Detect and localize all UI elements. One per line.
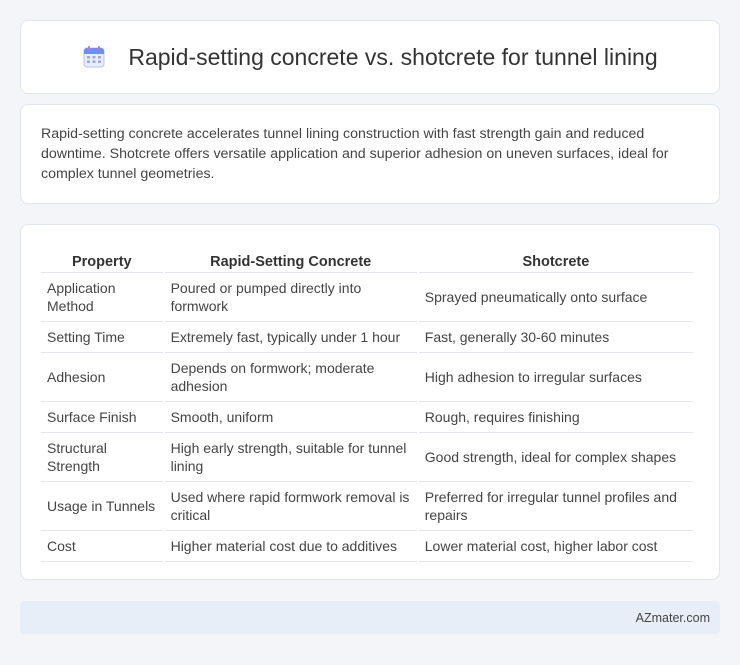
table-row xyxy=(41,402,693,433)
header-shotcrete: Shotcrete xyxy=(419,245,693,273)
comparison-table xyxy=(39,245,695,562)
footer-source: AZmater.com xyxy=(635,610,710,625)
table-header-row xyxy=(41,245,693,273)
page-title: Rapid-setting concrete vs. shotcrete for tunnel lining xyxy=(128,43,658,70)
cell-rapid: Depends on formwork; moderate adhesion xyxy=(165,353,417,402)
footer xyxy=(20,601,720,634)
calendar-icon xyxy=(82,45,106,69)
cell-property: Setting Time xyxy=(41,322,163,353)
header-property: Property xyxy=(41,245,163,273)
cell-property: Surface Finish xyxy=(41,402,163,433)
cell-shotcrete: Preferred for irregular tunnel profiles and repairs xyxy=(419,482,693,531)
table-row xyxy=(41,433,693,482)
cell-rapid: Higher material cost due to additives xyxy=(165,531,417,562)
cell-shotcrete: Sprayed pneumatically onto surface xyxy=(419,273,693,322)
cell-rapid: Smooth, uniform xyxy=(165,402,417,433)
cell-shotcrete: High adhesion to irregular surfaces xyxy=(419,353,693,402)
cell-property: Application Method xyxy=(41,273,163,322)
table-row xyxy=(41,353,693,402)
cell-property: Usage in Tunnels xyxy=(41,482,163,531)
table-row xyxy=(41,482,693,531)
intro-text: Rapid-setting concrete accelerates tunnel lining construction with fast strength gain and reduced downtime. Shotcrete offers versatile application and superior adhesion on uneven surfaces, ideal for complex tunnel geometries. xyxy=(41,126,669,182)
cell-rapid: Poured or pumped directly into formwork xyxy=(165,273,417,322)
table-row xyxy=(41,531,693,562)
table-row xyxy=(41,273,693,322)
cell-shotcrete: Lower material cost, higher labor cost xyxy=(419,531,693,562)
comparison-card xyxy=(20,224,720,580)
cell-rapid: Extremely fast, typically under 1 hour xyxy=(165,322,417,353)
cell-shotcrete: Fast, generally 30-60 minutes xyxy=(419,322,693,353)
header-rapid-setting-concrete: Rapid-Setting Concrete xyxy=(165,245,417,273)
cell-property: Adhesion xyxy=(41,353,163,402)
cell-rapid: Used where rapid formwork removal is critical xyxy=(165,482,417,531)
cell-shotcrete: Rough, requires finishing xyxy=(419,402,693,433)
cell-rapid: High early strength, suitable for tunnel lining xyxy=(165,433,417,482)
cell-shotcrete: Good strength, ideal for complex shapes xyxy=(419,433,693,482)
title-card xyxy=(20,20,720,94)
table-row xyxy=(41,322,693,353)
cell-property: Structural Strength xyxy=(41,433,163,482)
cell-property: Cost xyxy=(41,531,163,562)
intro-card xyxy=(20,104,720,204)
